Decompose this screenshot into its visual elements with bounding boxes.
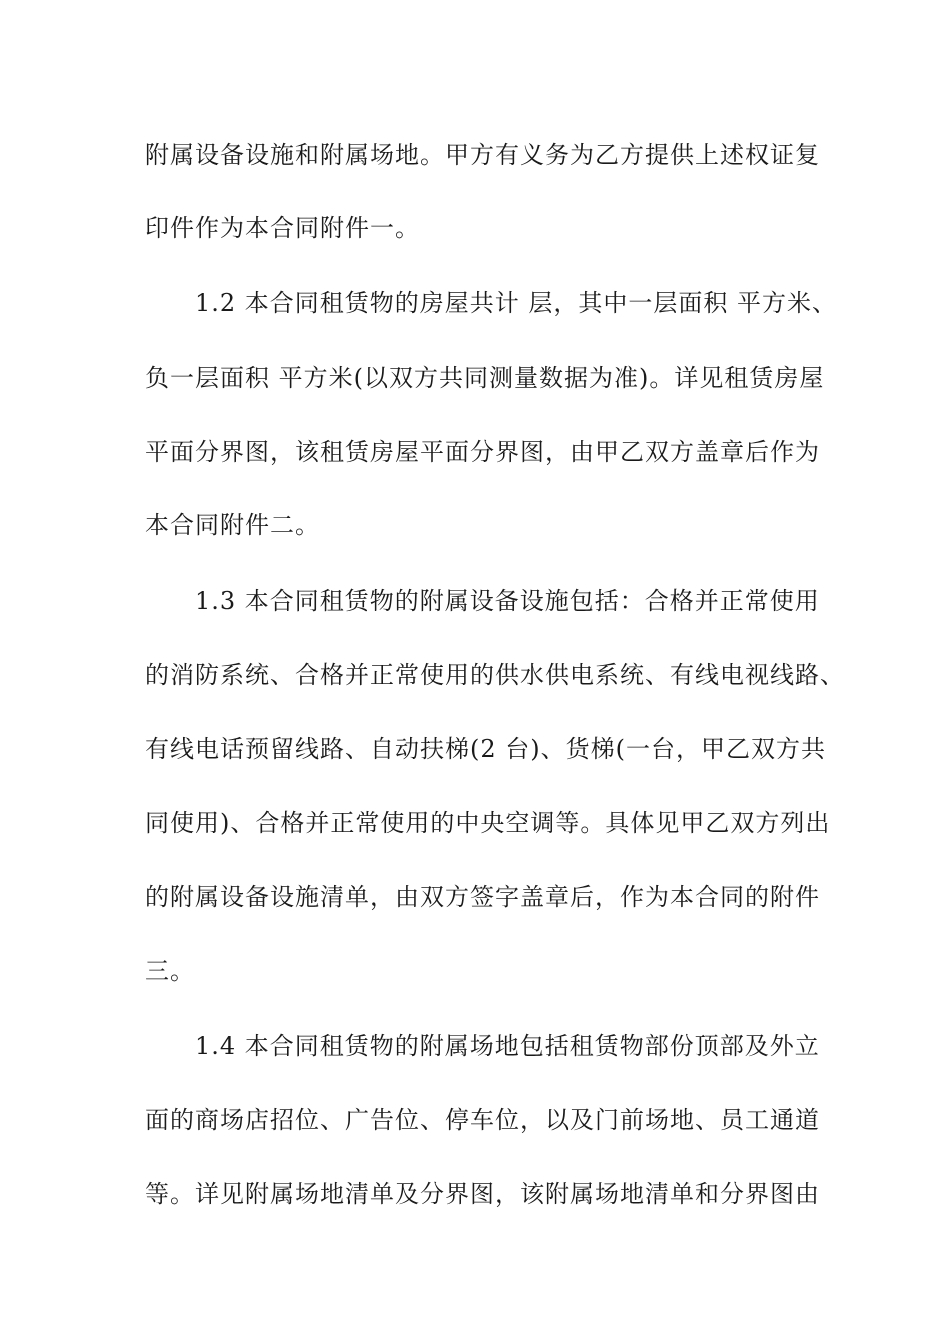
text-line: 印件作为本合同附件一。	[145, 214, 420, 242]
clause-1-3-first-line: 1.3 本合同租赁物的附属设备设施包括：合格并正常使用	[195, 587, 820, 615]
text-line: 有线电话预留线路、自动扶梯(2 台)、货梯(一台，甲乙双方共	[145, 735, 826, 763]
text-line: 的消防系统、合格并正常使用的供水供电系统、有线电视线路、	[145, 661, 845, 689]
text-line: 本合同附件二。	[145, 511, 320, 539]
text-line: 等。详见附属场地清单及分界图，该附属场地清单和分界图由	[145, 1180, 820, 1208]
text-line: 面的商场店招位、广告位、停车位，以及门前场地、员工通道	[145, 1106, 820, 1134]
clause-1-4-first-line: 1.4 本合同租赁物的附属场地包括租赁物部份顶部及外立	[195, 1032, 820, 1060]
text-line: 三。	[145, 957, 195, 985]
text-line: 同使用)、合格并正常使用的中央空调等。具体见甲乙双方列出	[145, 809, 831, 837]
text-line: 平面分界图，该租赁房屋平面分界图，由甲乙双方盖章后作为	[145, 438, 820, 466]
text-line: 附属设备设施和附属场地。甲方有义务为乙方提供上述权证复	[145, 141, 820, 169]
clause-1-2-first-line: 1.2 本合同租赁物的房屋共计 层，其中一层面积 平方米、	[195, 289, 838, 317]
text-line: 的附属设备设施清单，由双方签字盖章后，作为本合同的附件	[145, 883, 820, 911]
text-line: 负一层面积 平方米(以双方共同测量数据为准)。详见租赁房屋	[145, 364, 825, 392]
